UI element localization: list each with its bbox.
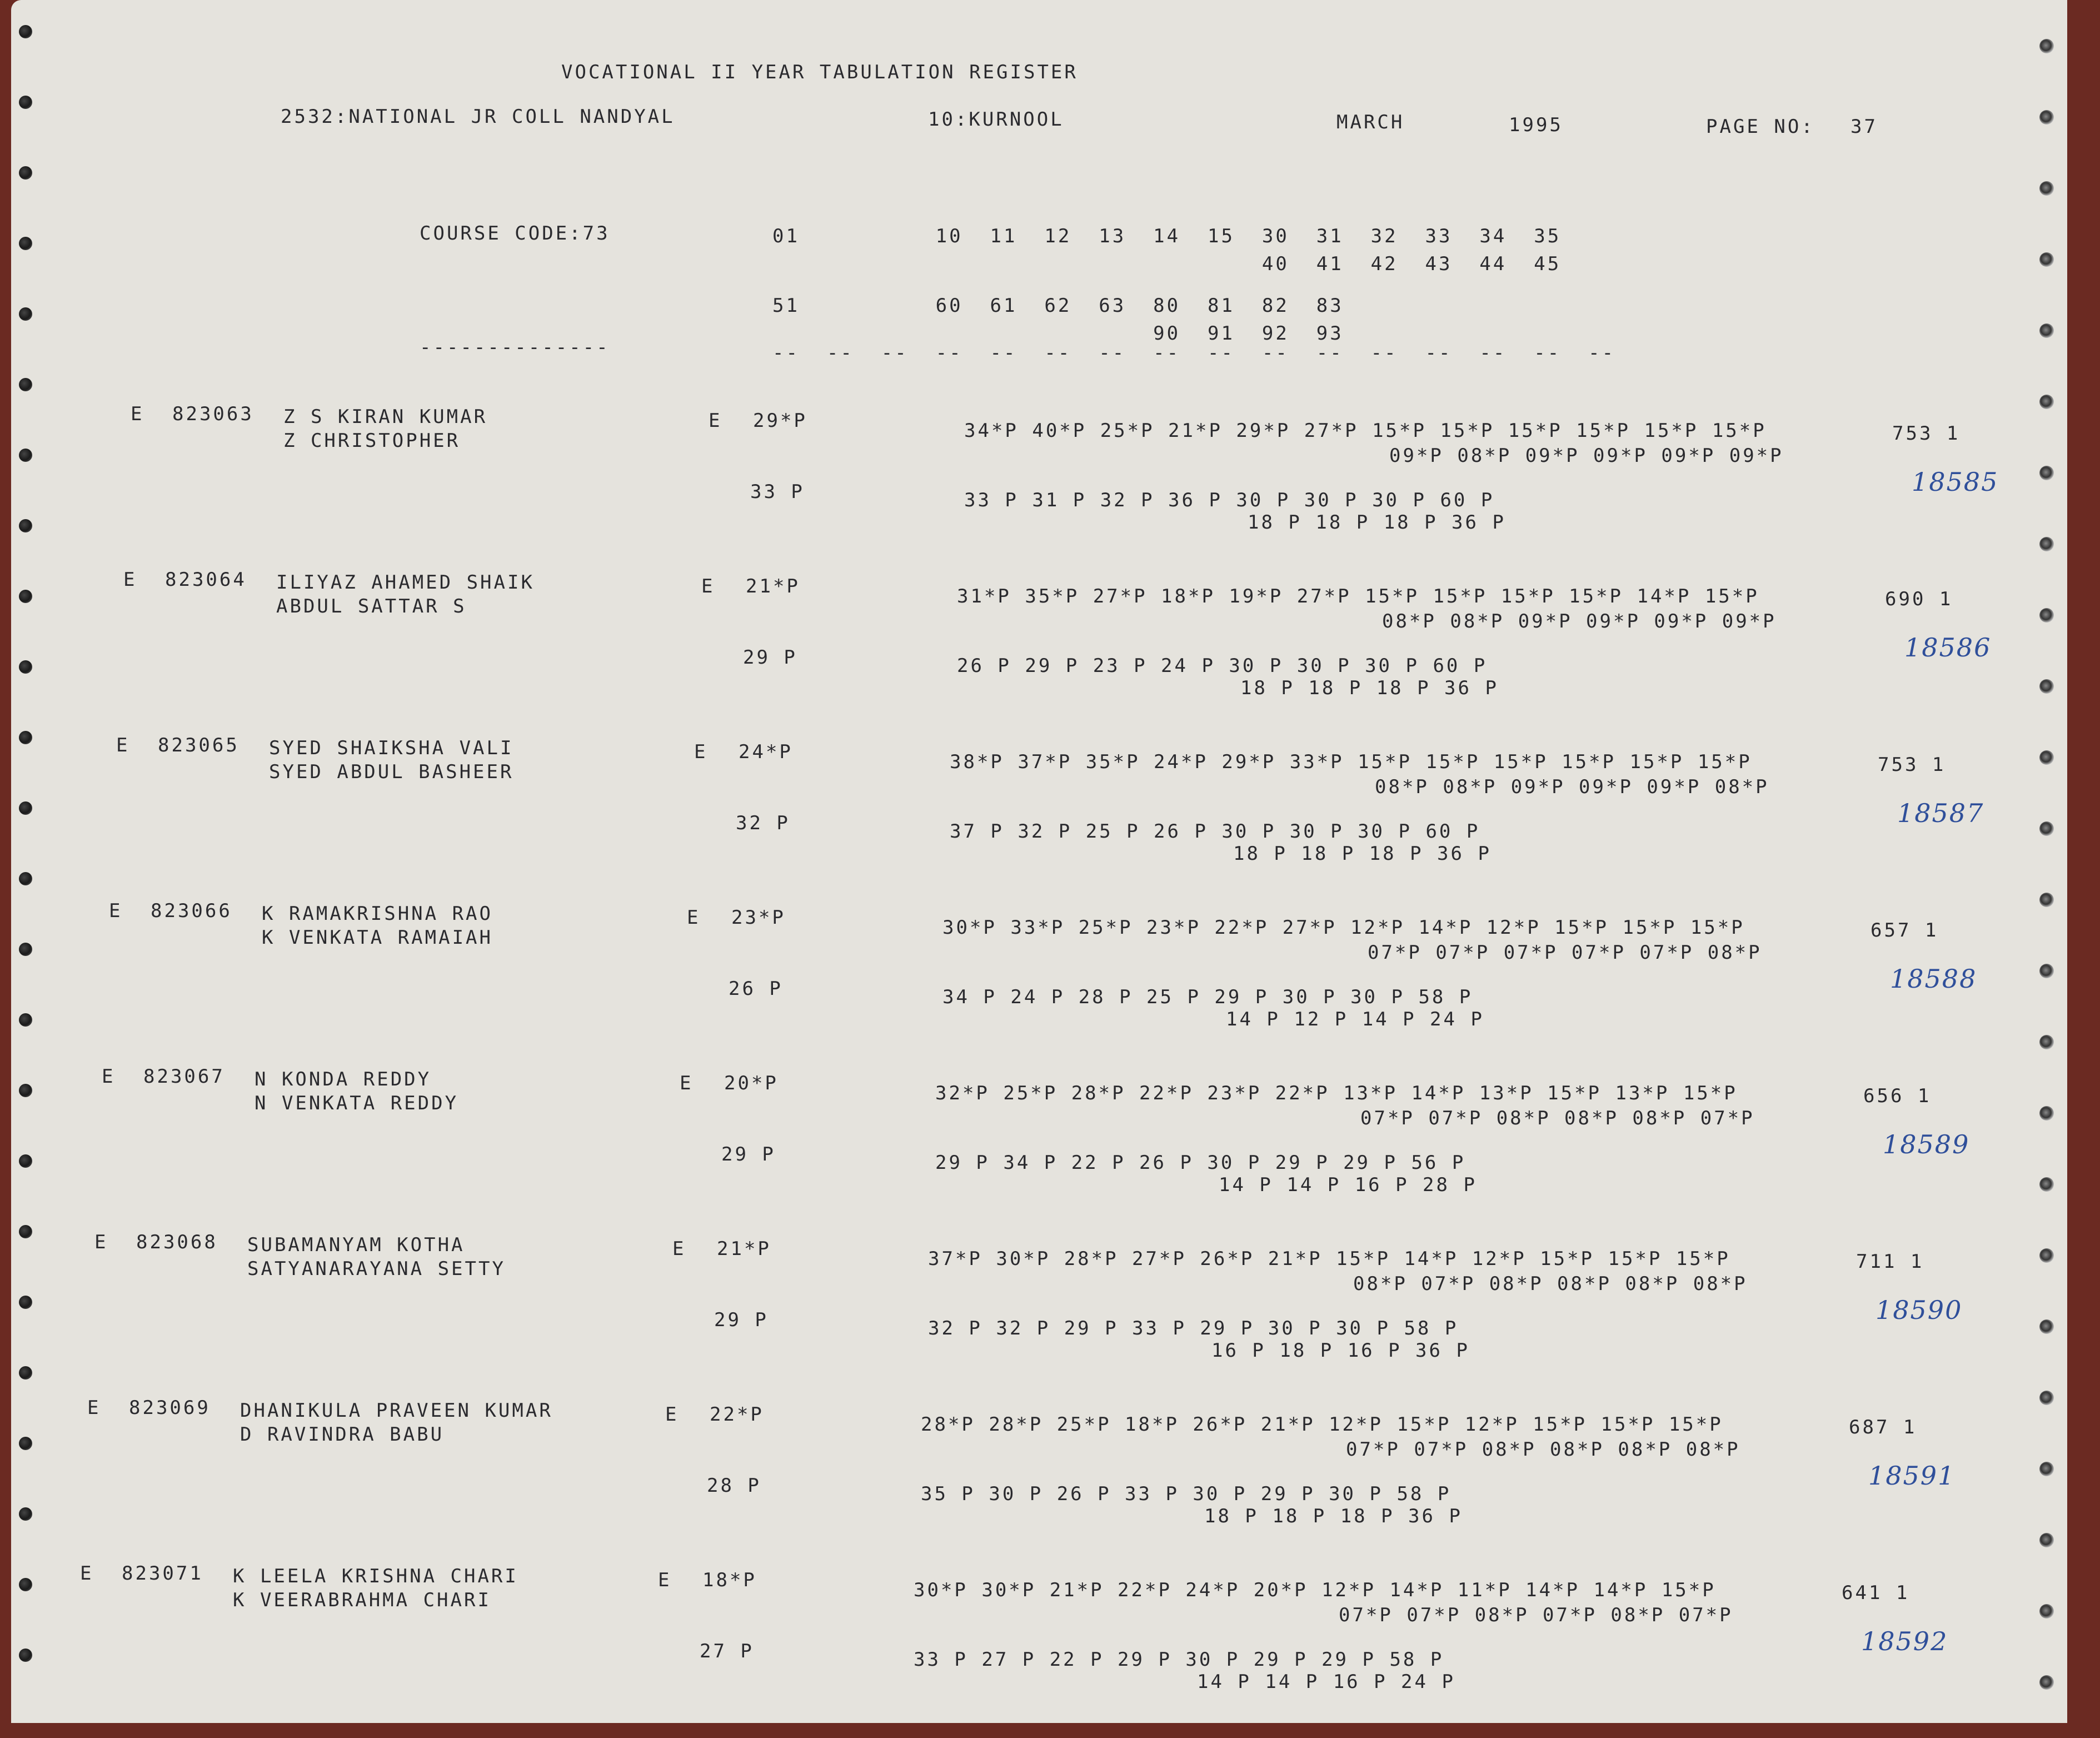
marks-01: 22*P: [710, 1403, 764, 1426]
father-name: Z CHRISTOPHER: [283, 430, 461, 452]
tractor-hole: [2039, 252, 2054, 267]
marks-row-2: 09*P 08*P 09*P 09*P 09*P 09*P: [1389, 445, 1784, 467]
tractor-hole: [2039, 1106, 2054, 1121]
tractor-hole: [19, 731, 32, 744]
tractor-hole: [2039, 181, 2054, 196]
record-type: E: [102, 1065, 116, 1088]
subject-codes-line-3: 51 60 61 62 63 80 81 82 83: [772, 295, 1344, 317]
marks-row-2: 08*P 08*P 09*P 09*P 09*P 08*P: [1375, 776, 1769, 798]
tractor-hole: [19, 166, 32, 180]
marks-51: 26 P: [729, 978, 783, 1000]
student-name: K LEELA KRISHNA CHARI: [233, 1565, 518, 1587]
tractor-hole: [19, 943, 32, 956]
marks-row-2: 07*P 07*P 07*P 07*P 07*P 08*P: [1368, 942, 1762, 964]
tractor-hole: [2039, 1533, 2054, 1547]
subject-codes-line-2: 40 41 42 43 44 45: [772, 253, 1562, 275]
father-name: K VEERABRAHMA CHARI: [233, 1589, 491, 1611]
marks-51: 29 P: [721, 1143, 776, 1166]
tractor-hole: [2039, 1177, 2054, 1192]
divider-right: -- -- -- -- -- -- -- -- -- -- -- -- -- -- -- --: [772, 342, 1616, 364]
tractor-hole: [19, 1649, 32, 1662]
marks-01: 21*P: [746, 575, 800, 597]
student-name: SUBAMANYAM KOTHA: [247, 1234, 465, 1256]
student-name: ILIYAZ AHAMED SHAIK: [276, 571, 535, 594]
marks-row-2: 08*P 07*P 08*P 08*P 08*P 08*P: [1353, 1273, 1748, 1295]
tractor-hole: [19, 660, 32, 674]
marks-row-4: 18 P 18 P 18 P 36 P: [1233, 843, 1492, 865]
tractor-hole: [2039, 1675, 2054, 1690]
exam-code: E: [680, 1072, 694, 1094]
marks-row-4: 14 P 14 P 16 P 24 P: [1197, 1671, 1455, 1693]
roll-number: 823069: [129, 1397, 211, 1419]
exam-code: E: [665, 1403, 679, 1426]
tractor-hole: [2039, 1391, 2054, 1405]
tractor-hole: [2039, 1319, 2054, 1334]
record-type: E: [123, 569, 137, 591]
page-number: 37: [1850, 116, 1878, 138]
marks-row-3: 32 P 32 P 29 P 33 P 29 P 30 P 30 P 58 P: [928, 1317, 1459, 1339]
father-name: ABDUL SATTAR S: [276, 595, 467, 617]
tractor-hole: [19, 1578, 32, 1591]
marks-row-3: 29 P 34 P 22 P 26 P 30 P 29 P 29 P 56 P: [935, 1152, 1466, 1174]
marks-01: 29*P: [753, 410, 807, 432]
marks-row-1: 32*P 25*P 28*P 22*P 23*P 22*P 13*P 14*P 13*P 15*P 13*P 15*P: [935, 1082, 1738, 1104]
handwritten-serial: 18587: [1897, 798, 1984, 828]
marks-51: 29 P: [743, 646, 797, 669]
grand-total: 753 1: [1878, 754, 1946, 776]
marks-row-3: 34 P 24 P 28 P 25 P 29 P 30 P 30 P 58 P: [942, 986, 1473, 1008]
tractor-hole: [19, 378, 32, 391]
father-name: K VENKATA RAMAIAH: [262, 927, 493, 949]
father-name: SYED ABDUL BASHEER: [269, 761, 514, 783]
marks-row-1: 37*P 30*P 28*P 27*P 26*P 21*P 15*P 14*P 12*P 15*P 15*P 15*P: [928, 1248, 1730, 1270]
exam-code: E: [687, 907, 701, 929]
student-name: SYED SHAIKSHA VALI: [269, 737, 514, 759]
tractor-hole: [2039, 466, 2054, 480]
tractor-hole: [2039, 1604, 2054, 1619]
marks-51: 32 P: [736, 812, 790, 834]
record-type: E: [116, 734, 130, 756]
register-title: VOCATIONAL II YEAR TABULATION REGISTER: [561, 61, 1078, 83]
tractor-hole: [2039, 395, 2054, 409]
left-tractor-holes: [19, 0, 41, 1723]
right-tractor-holes: [2039, 0, 2062, 1723]
marks-row-4: 18 P 18 P 18 P 36 P: [1248, 511, 1506, 534]
tractor-hole: [19, 1084, 32, 1097]
father-name: N VENKATA REDDY: [255, 1092, 459, 1114]
tractor-hole: [19, 96, 32, 109]
student-name: N KONDA REDDY: [255, 1068, 432, 1090]
marks-01: 24*P: [739, 741, 793, 763]
marks-row-3: 37 P 32 P 25 P 26 P 30 P 30 P 30 P 60 P: [950, 820, 1480, 843]
tractor-hole: [2039, 821, 2054, 836]
tractor-hole: [2039, 750, 2054, 765]
exam-code: E: [658, 1569, 672, 1591]
record-type: E: [87, 1397, 101, 1419]
marks-row-2: 07*P 07*P 08*P 08*P 08*P 07*P: [1360, 1107, 1755, 1129]
page-number-label: PAGE NO:: [1706, 116, 1815, 138]
tractor-hole: [19, 872, 32, 885]
handwritten-serial: 18588: [1890, 964, 1977, 994]
marks-row-2: 07*P 07*P 08*P 07*P 08*P 07*P: [1339, 1604, 1733, 1626]
subject-codes-line-4: 90 91 92 93: [772, 322, 1344, 345]
tractor-hole: [19, 237, 32, 250]
handwritten-serial: 18589: [1883, 1129, 1970, 1159]
tractor-hole: [19, 1437, 32, 1450]
grand-total: 690 1: [1885, 588, 1953, 610]
student-name: DHANIKULA PRAVEEN KUMAR: [240, 1400, 553, 1422]
tractor-hole: [2039, 964, 2054, 978]
exam-code: E: [701, 575, 715, 597]
marks-01: 20*P: [724, 1072, 779, 1094]
grand-total: 687 1: [1849, 1416, 1917, 1438]
handwritten-serial: 18586: [1904, 633, 1992, 663]
record-type: E: [80, 1562, 94, 1585]
marks-row-2: 08*P 08*P 09*P 09*P 09*P 09*P: [1382, 610, 1777, 633]
tractor-hole: [19, 1013, 32, 1027]
marks-row-1: 38*P 37*P 35*P 24*P 29*P 33*P 15*P 15*P 15*P 15*P 15*P 15*P: [950, 751, 1752, 773]
marks-row-3: 33 P 27 P 22 P 29 P 30 P 29 P 29 P 58 P: [914, 1649, 1444, 1671]
father-name: D RAVINDRA BABU: [240, 1423, 445, 1446]
record-type: E: [109, 900, 123, 922]
marks-01: 18*P: [702, 1569, 757, 1591]
tractor-hole: [19, 1366, 32, 1380]
tractor-hole: [2039, 323, 2054, 338]
father-name: SATYANARAYANA SETTY: [247, 1258, 506, 1280]
marks-row-3: 33 P 31 P 32 P 36 P 30 P 30 P 30 P 60 P: [964, 489, 1495, 511]
roll-number: 823066: [151, 900, 232, 922]
marks-51: 27 P: [700, 1640, 754, 1662]
tractor-hole: [19, 590, 32, 603]
exam-month: MARCH: [1336, 111, 1405, 133]
tractor-hole: [19, 307, 32, 321]
exam-code: E: [672, 1238, 686, 1260]
record-type: E: [94, 1231, 108, 1253]
tractor-hole: [19, 519, 32, 532]
handwritten-serial: 18591: [1868, 1461, 1956, 1491]
exam-year: 1995: [1509, 114, 1563, 136]
marks-row-4: 14 P 14 P 16 P 28 P: [1219, 1174, 1477, 1196]
tractor-hole: [2039, 537, 2054, 551]
college-name: 2532:NATIONAL JR COLL NANDYAL: [281, 106, 675, 128]
marks-row-3: 26 P 29 P 23 P 24 P 30 P 30 P 30 P 60 P: [957, 655, 1488, 677]
marks-row-4: 14 P 12 P 14 P 24 P: [1226, 1008, 1484, 1030]
tractor-hole: [2039, 39, 2054, 53]
tractor-hole: [19, 1154, 32, 1168]
divider-left: --------------: [420, 336, 610, 358]
roll-number: 823068: [136, 1231, 218, 1253]
tractor-hole: [2039, 608, 2054, 623]
handwritten-serial: 18590: [1875, 1295, 1963, 1325]
tractor-hole: [2039, 1035, 2054, 1049]
grand-total: 657 1: [1870, 919, 1939, 942]
record-type: E: [131, 403, 144, 425]
tractor-hole: [19, 1507, 32, 1521]
grand-total: 656 1: [1863, 1085, 1932, 1107]
course-code-label: COURSE CODE:73: [420, 222, 610, 245]
marks-row-4: 18 P 18 P 18 P 36 P: [1240, 677, 1499, 699]
marks-row-1: 30*P 33*P 25*P 23*P 22*P 27*P 12*P 14*P 12*P 15*P 15*P 15*P: [942, 917, 1745, 939]
grand-total: 753 1: [1892, 422, 1961, 445]
tractor-hole: [2039, 1248, 2054, 1263]
tractor-hole: [19, 449, 32, 462]
handwritten-serial: 18585: [1912, 467, 1999, 497]
tractor-hole: [2039, 1462, 2054, 1476]
marks-01: 21*P: [717, 1238, 771, 1260]
roll-number: 823065: [158, 734, 240, 756]
marks-row-4: 16 P 18 P 16 P 36 P: [1211, 1339, 1470, 1362]
subject-codes-line-1: 01 10 11 12 13 14 15 30 31 32 33 34 35: [772, 225, 1562, 247]
marks-row-1: 34*P 40*P 25*P 21*P 29*P 27*P 15*P 15*P 15*P 15*P 15*P 15*P: [964, 420, 1767, 442]
student-name: K RAMAKRISHNA RAO: [262, 903, 493, 925]
exam-code: E: [709, 410, 722, 432]
tractor-hole: [19, 1296, 32, 1309]
tractor-hole: [19, 1225, 32, 1238]
student-name: Z S KIRAN KUMAR: [283, 406, 488, 428]
marks-row-1: 31*P 35*P 27*P 18*P 19*P 27*P 15*P 15*P 15*P 15*P 14*P 15*P: [957, 585, 1759, 607]
tractor-hole: [2039, 893, 2054, 907]
roll-number: 823064: [165, 569, 247, 591]
tractor-hole: [2039, 110, 2054, 125]
marks-row-2: 07*P 07*P 08*P 08*P 08*P 08*P: [1346, 1438, 1740, 1461]
handwritten-serial: 18592: [1861, 1626, 1948, 1656]
tractor-hole: [19, 25, 32, 38]
register-sheet: [11, 0, 2067, 1723]
tractor-hole: [2039, 679, 2054, 694]
marks-row-3: 35 P 30 P 26 P 33 P 30 P 29 P 30 P 58 P: [921, 1483, 1451, 1505]
marks-row-4: 18 P 18 P 18 P 36 P: [1204, 1505, 1463, 1527]
grand-total: 641 1: [1842, 1582, 1910, 1604]
roll-number: 823071: [122, 1562, 203, 1585]
marks-51: 28 P: [707, 1475, 761, 1497]
marks-row-1: 28*P 28*P 25*P 18*P 26*P 21*P 12*P 15*P 12*P 15*P 15*P 15*P: [921, 1413, 1723, 1436]
tractor-hole: [19, 801, 32, 815]
roll-number: 823063: [172, 403, 254, 425]
marks-row-1: 30*P 30*P 21*P 22*P 24*P 20*P 12*P 14*P 11*P 14*P 14*P 15*P: [914, 1579, 1716, 1601]
district-name: 10:KURNOOL: [928, 108, 1064, 131]
marks-01: 23*P: [731, 907, 786, 929]
marks-51: 29 P: [714, 1309, 769, 1331]
grand-total: 711 1: [1856, 1251, 1924, 1273]
exam-code: E: [694, 741, 708, 763]
roll-number: 823067: [143, 1065, 225, 1088]
marks-51: 33 P: [750, 481, 805, 503]
